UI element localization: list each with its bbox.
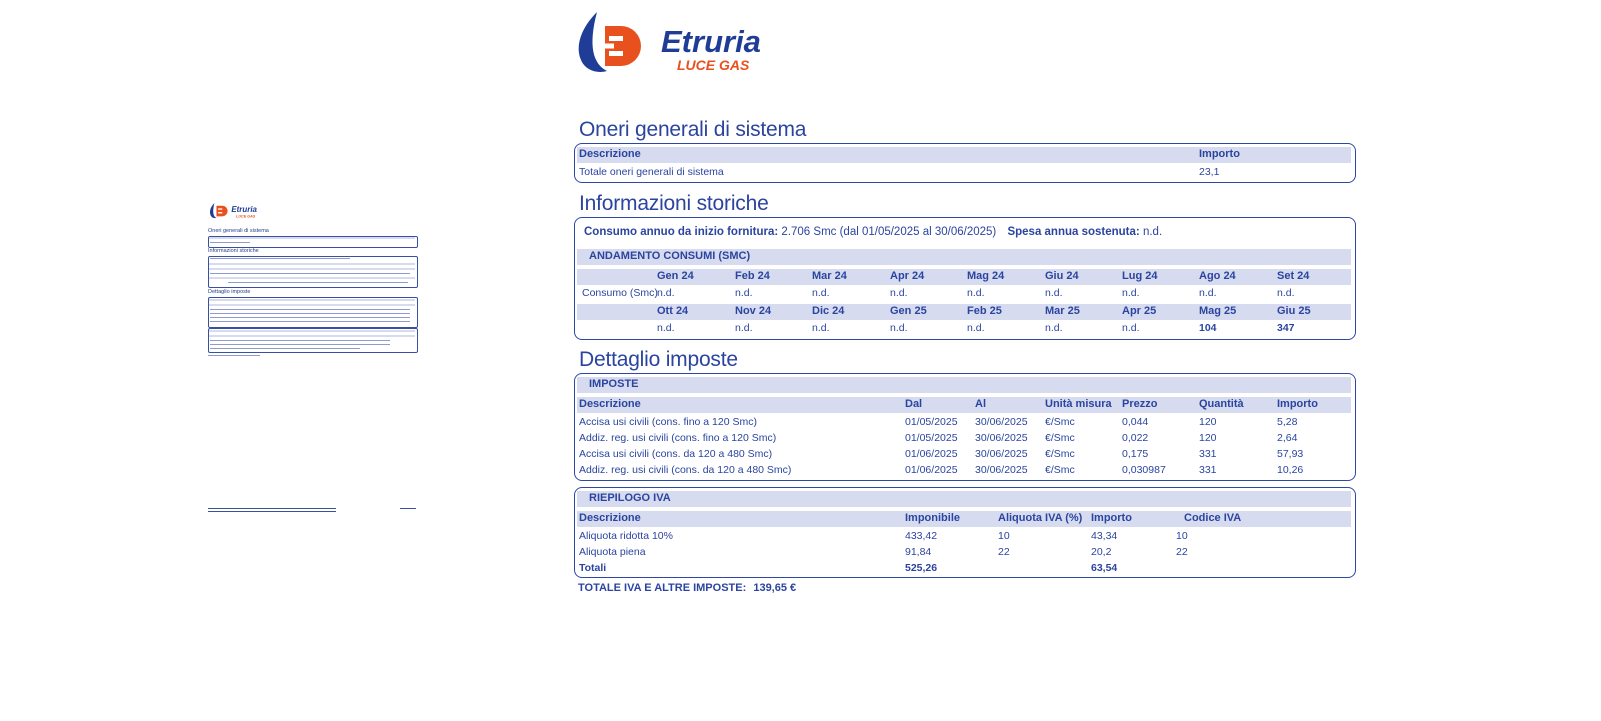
oneri-header-descrizione: Descrizione bbox=[579, 148, 641, 160]
table-cell: 01/06/2025 bbox=[905, 464, 958, 476]
consumo-value-cell: n.d. bbox=[657, 322, 675, 334]
storiche-table bbox=[574, 217, 1356, 340]
thumbnail-bar bbox=[209, 263, 415, 265]
thumbnail-line bbox=[210, 317, 410, 318]
month-label: Feb 24 bbox=[735, 270, 770, 282]
table-cell: 433,42 bbox=[905, 530, 938, 542]
imposte-section-header bbox=[577, 377, 1351, 393]
thumbnail-footer bbox=[208, 508, 336, 509]
table-cell: 20,2 bbox=[1091, 546, 1112, 558]
table-cell: €/Smc bbox=[1045, 448, 1075, 460]
thumbnail-line bbox=[208, 355, 260, 356]
thumbnail-bar bbox=[209, 304, 415, 306]
table-cell: 120 bbox=[1199, 416, 1217, 428]
thumbnail-bar bbox=[209, 237, 415, 239]
table-cell: €/Smc bbox=[1045, 432, 1075, 444]
table-cell: 0,022 bbox=[1122, 432, 1149, 444]
svg-text:LUCE GAS: LUCE GAS bbox=[236, 214, 256, 219]
table-cell: 0,030987 bbox=[1122, 464, 1166, 476]
thumbnail-bar bbox=[209, 299, 415, 301]
thumbnail-logo bbox=[208, 202, 260, 219]
iva-section-header bbox=[577, 491, 1351, 507]
table-cell: 10 bbox=[1176, 530, 1188, 542]
storiche-title: Informazioni storiche bbox=[579, 192, 769, 215]
consumo-value-cell: n.d. bbox=[657, 287, 675, 299]
table-cell: 43,34 bbox=[1091, 530, 1118, 542]
month-label: Gen 25 bbox=[890, 305, 927, 317]
month-label: Mag 24 bbox=[967, 270, 1005, 282]
table-cell: 0,175 bbox=[1122, 448, 1149, 460]
thumbnail-storiche-title: Informazioni storiche bbox=[208, 248, 259, 254]
consumo-value-cell: 104 bbox=[1199, 322, 1217, 334]
consumo-value-cell: n.d. bbox=[890, 287, 908, 299]
oneri-row-descrizione: Totale oneri generali di sistema bbox=[579, 166, 724, 178]
table-cell: 01/05/2025 bbox=[905, 416, 958, 428]
col-descrizione: Descrizione bbox=[579, 512, 641, 524]
imposte-section-label: IMPOSTE bbox=[589, 378, 639, 390]
table-cell: Aliquota ridotta 10% bbox=[579, 530, 673, 542]
table-cell: 22 bbox=[1176, 546, 1188, 558]
oneri-table bbox=[574, 143, 1356, 183]
table-cell: 331 bbox=[1199, 464, 1217, 476]
table-cell: 01/05/2025 bbox=[905, 432, 958, 444]
table-cell: 30/06/2025 bbox=[975, 448, 1028, 460]
table-cell: 01/06/2025 bbox=[905, 448, 958, 460]
col-importo: Importo bbox=[1091, 512, 1132, 524]
oneri-row-importo: 23,1 bbox=[1199, 166, 1220, 178]
thumbnail-line bbox=[210, 242, 250, 243]
andamento-title: ANDAMENTO CONSUMI (SMC) bbox=[589, 250, 751, 262]
oneri-header-importo: Importo bbox=[1199, 148, 1240, 160]
consumo-value-cell: n.d. bbox=[1045, 287, 1063, 299]
col-codice-iva: Codice IVA bbox=[1184, 512, 1242, 524]
table-cell: 91,84 bbox=[905, 546, 932, 558]
svg-text:Etruria: Etruria bbox=[231, 205, 257, 215]
table-cell: 10 bbox=[998, 530, 1010, 542]
thumbnail-line bbox=[210, 313, 410, 314]
month-label: Ott 24 bbox=[657, 305, 689, 317]
col-unita: Unità misura bbox=[1045, 398, 1112, 410]
thumbnail-line bbox=[228, 282, 408, 283]
month-label: Mar 24 bbox=[812, 270, 847, 282]
consumo-value-cell: n.d. bbox=[735, 322, 753, 334]
thumbnail-line bbox=[210, 309, 410, 310]
consumo-annuo bbox=[584, 226, 1162, 238]
month-label: Nov 24 bbox=[735, 305, 772, 317]
totals-imponibile: 525,26 bbox=[905, 562, 938, 574]
thumbnail-bar bbox=[209, 335, 415, 337]
totals-importo: 63,54 bbox=[1091, 562, 1118, 574]
iva-section-label: RIEPILOGO IVA bbox=[589, 492, 671, 504]
table-cell: 22 bbox=[998, 546, 1010, 558]
table-cell: €/Smc bbox=[1045, 416, 1075, 428]
month-label: Giu 25 bbox=[1277, 305, 1311, 317]
consumo-value-cell: n.d. bbox=[1122, 287, 1140, 299]
imposte-table bbox=[574, 373, 1356, 481]
thumbnail-line bbox=[210, 273, 410, 274]
table-cell: Addiz. reg. usi civili (cons. fino a 120 Smc) bbox=[579, 432, 777, 444]
spesa-label: Spesa annua sostenuta: bbox=[1007, 226, 1140, 238]
thumbnail-bar bbox=[209, 268, 415, 270]
etruria-logo bbox=[575, 10, 767, 74]
totale-label: TOTALE IVA E ALTRE IMPOSTE: bbox=[578, 582, 747, 594]
col-descrizione: Descrizione bbox=[579, 398, 641, 410]
table-cell: Accisa usi civili (cons. fino a 120 Smc) bbox=[579, 416, 757, 428]
thumbnail-storiche-box bbox=[208, 256, 418, 288]
thumbnail-footer bbox=[400, 508, 416, 509]
month-label: Ago 24 bbox=[1199, 270, 1236, 282]
consumo-value-cell: n.d. bbox=[1277, 287, 1295, 299]
thumbnail-bar bbox=[209, 277, 415, 279]
thumbnail-line bbox=[210, 348, 360, 349]
consumo-value-cell: n.d. bbox=[1122, 322, 1140, 334]
col-quantita: Quantità bbox=[1199, 398, 1244, 410]
thumbnail-bar bbox=[209, 330, 415, 332]
consumo-value-cell: n.d. bbox=[812, 322, 830, 334]
month-label: Gen 24 bbox=[657, 270, 694, 282]
col-dal: Dal bbox=[905, 398, 923, 410]
month-label: Apr 24 bbox=[890, 270, 925, 282]
month-label: Mar 25 bbox=[1045, 305, 1080, 317]
oneri-title: Oneri generali di sistema bbox=[579, 118, 807, 141]
consumo-value-cell: n.d. bbox=[812, 287, 830, 299]
logo-subtitle: LUCE GAS bbox=[677, 57, 750, 73]
consumo-value-cell: n.d. bbox=[735, 287, 753, 299]
consumo-label: Consumo annuo da inizio fornitura: bbox=[584, 226, 779, 238]
table-cell: 2,64 bbox=[1277, 432, 1298, 444]
table-cell: 57,93 bbox=[1277, 448, 1304, 460]
thumbnail-oneri-title: Oneri generali di sistema bbox=[208, 228, 269, 234]
table-cell: 120 bbox=[1199, 432, 1217, 444]
spesa-value: n.d. bbox=[1142, 226, 1163, 238]
table-cell: 0,044 bbox=[1122, 416, 1149, 428]
month-label: Lug 24 bbox=[1122, 270, 1158, 282]
totale-iva-imposte bbox=[578, 582, 796, 594]
thumbnail-line bbox=[210, 258, 350, 259]
consumo-value-cell: n.d. bbox=[890, 322, 908, 334]
table-cell: Aliquota piena bbox=[579, 546, 646, 558]
consumo-value-cell: n.d. bbox=[1199, 287, 1217, 299]
consumo-value-cell: n.d. bbox=[967, 322, 985, 334]
consumo-value-cell: n.d. bbox=[1045, 322, 1063, 334]
totals-label: Totali bbox=[579, 562, 607, 574]
table-cell: 30/06/2025 bbox=[975, 432, 1028, 444]
table-cell: 10,26 bbox=[1277, 464, 1304, 476]
table-cell: 30/06/2025 bbox=[975, 416, 1028, 428]
iva-table bbox=[574, 487, 1356, 578]
month-label: Giu 24 bbox=[1045, 270, 1079, 282]
thumbnail-line bbox=[210, 321, 410, 322]
consumo-value-cell: 347 bbox=[1277, 322, 1295, 334]
page-thumbnail[interactable] bbox=[208, 200, 420, 518]
table-cell: 5,28 bbox=[1277, 416, 1298, 428]
table-cell: 30/06/2025 bbox=[975, 464, 1028, 476]
col-aliquota: Aliquota IVA (%) bbox=[998, 512, 1083, 524]
month-label: Apr 25 bbox=[1122, 305, 1157, 317]
col-importo: Importo bbox=[1277, 398, 1318, 410]
table-cell: Accisa usi civili (cons. da 120 a 480 Smc) bbox=[579, 448, 773, 460]
imposte-title: Dettaglio imposte bbox=[579, 348, 738, 371]
thumbnail-line bbox=[210, 340, 390, 341]
thumbnail-line bbox=[210, 344, 390, 345]
col-al: Al bbox=[975, 398, 986, 410]
table-cell: €/Smc bbox=[1045, 464, 1075, 476]
flame-icon bbox=[579, 12, 607, 72]
month-label: Dic 24 bbox=[812, 305, 845, 317]
logo-name: Etruria bbox=[661, 24, 761, 59]
col-imponibile: Imponibile bbox=[905, 512, 960, 524]
consumo-row-label: Consumo (Smc) bbox=[582, 287, 658, 299]
month-label: Mag 25 bbox=[1199, 305, 1237, 317]
month-label: Set 24 bbox=[1277, 270, 1310, 282]
table-cell: 331 bbox=[1199, 448, 1217, 460]
consumo-value-cell: n.d. bbox=[967, 287, 985, 299]
month-label: Feb 25 bbox=[967, 305, 1002, 317]
thumbnail-footer bbox=[208, 511, 336, 512]
table-cell: Addiz. reg. usi civili (cons. da 120 a 480 Smc) bbox=[579, 464, 792, 476]
col-prezzo: Prezzo bbox=[1122, 398, 1158, 410]
consumo-value: 2.706 Smc (dal 01/05/2025 al 30/06/2025) bbox=[781, 226, 997, 238]
totale-value: 139,65 € bbox=[753, 582, 797, 594]
thumbnail-imposte-title: Dettaglio imposte bbox=[208, 289, 251, 295]
